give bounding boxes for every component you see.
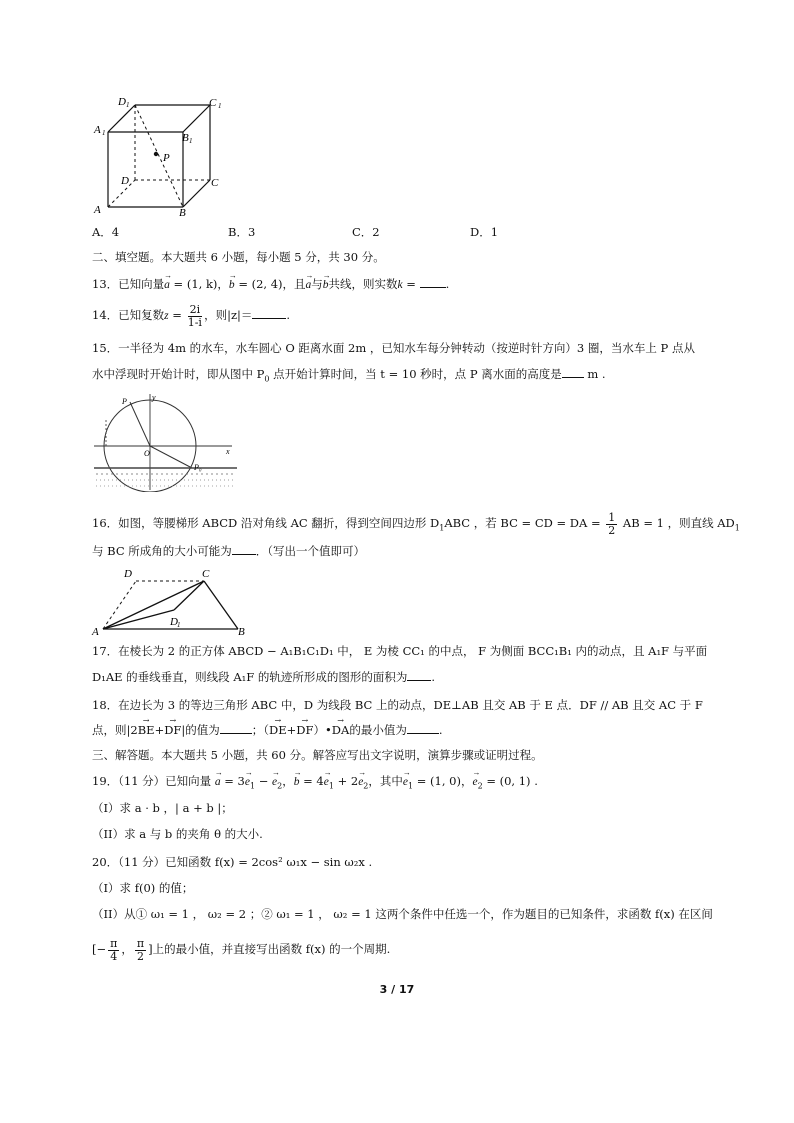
option-c: C．2	[352, 225, 380, 239]
label-a1: A	[94, 124, 101, 136]
svg-text:C: C	[202, 568, 210, 580]
question-19-part1: （I）求 a · b ，| a + b |；	[92, 801, 233, 815]
blank-13	[420, 276, 446, 288]
svg-text:P: P	[122, 397, 127, 406]
label-a: A	[94, 204, 101, 216]
svg-text:1: 1	[189, 137, 193, 145]
blank-17	[407, 669, 431, 681]
question-20-line1: 20．（11 分）已知函数 f(x) = 2cos² ω₁x − sin ω₂x .	[92, 855, 373, 869]
question-20-part1: （I）求 f(0) 的值；	[92, 881, 194, 895]
trapezoid-figure	[88, 565, 258, 637]
question-14: 14．已知复数z = $\frac{2i}{1-i}$ ，则|z|＝ .	[92, 302, 291, 329]
blank-18b	[407, 722, 439, 734]
waterwheel-figure	[92, 392, 242, 492]
question-20-part3: [− $\frac{\pi}{4}$ ， $\frac{\pi}{2}$ ]上的最小值，并直接写出函数 f(x) 的一个周期.	[92, 936, 391, 963]
svg-text:O: O	[144, 449, 150, 458]
question-17-line2: D₁AE 的垂线垂直，则线段 A₁F 的轨迹所形成的图形的面积为 .	[92, 670, 436, 684]
option-b: B．3	[228, 225, 256, 239]
svg-text:1: 1	[177, 621, 181, 629]
question-13: 13．已知向量→ a = (1, k)，→ b = (2, 4)，且→ a与→ b共线，则实数k = .	[92, 276, 449, 293]
label-b: B	[179, 207, 186, 219]
label-c: C	[211, 177, 219, 189]
question-19-line1: 19．（11 分）已知向量 → $a = 3\to e_1$ − → $e_2$，→ $b = 4\to e_1 + 2\to e_2$，其中→ $e_1 = (1$, 0)，→ $e_2 = (0$, 1) .	[92, 773, 538, 794]
svg-text:D: D	[170, 616, 178, 628]
svg-text:1: 1	[218, 102, 222, 110]
question-18-line1: 18．在边长为 3 的等边三角形 ABC 中，D 为线段 BC 上的动点，DE⊥AB 且交 AB 于 E 点．DF // AB 且交 AC 于 F	[92, 698, 703, 712]
blank-16	[232, 543, 256, 555]
label-c1: C	[209, 97, 217, 109]
section-fill-in-heading: 二、填空题。本大题共 6 小题，每小题 5 分，共 30 分。	[92, 250, 385, 264]
label-p: P	[163, 152, 170, 164]
question-15-line1: 15．一半径为 4m 的水车，水车圆心 O 距离水面 2m ，已知水车每分钟转动（按逆时针方向）3 圈，当水车上 P 点从	[92, 341, 695, 355]
svg-text:P₀: P₀	[194, 463, 202, 472]
cube-figure	[88, 92, 228, 222]
svg-text:1: 1	[126, 101, 130, 109]
svg-text:B: B	[238, 626, 245, 637]
question-15-line2: 水中浮现时开始计时，即从图中 $P_0$ 点开始计算时间，当 t = 10 秒时，点 P 离水面的高度是 m .	[92, 367, 606, 384]
question-18-line2: 点，则|2→ BE+→ DF|的值为 ；（→ DE+→ DF）•→ DA的最小值为 .	[92, 722, 442, 738]
svg-text:D: D	[124, 568, 132, 580]
blank-14	[252, 307, 286, 319]
label-d: D	[121, 175, 129, 187]
svg-text:y: y	[152, 393, 156, 402]
question-17-line1: 17．在棱长为 2 的正方体 ABCD − A₁B₁C₁D₁ 中， E 为棱 CC₁ 的中点， F 为侧面 BCC₁B₁ 内的动点，且 A₁F 与平面	[92, 644, 708, 658]
question-16-line2: 与 BC 所成角的大小可能为 ．（写出一个值即可）	[92, 544, 366, 558]
question-16-line1: 16．如图，等腰梯形 ABCD 沿对角线 AC 翻折，得到空间四边形 $D_1ABC$ ，若 BC = CD = DA = $\frac{1}{2}$ AB = 1 ，则直线 $AD_1$	[92, 510, 740, 537]
svg-text:1: 1	[102, 129, 106, 137]
option-d: D．1	[470, 225, 499, 239]
page-number: 3 / 17	[379, 983, 415, 996]
question-19-part2: （II）求 a 与 b 的夹角 θ 的大小.	[92, 827, 263, 841]
label-d1: D	[118, 96, 126, 108]
option-a: A．4	[92, 225, 120, 239]
svg-text:x: x	[226, 447, 230, 456]
blank-18a	[220, 722, 252, 734]
blank-15	[562, 366, 584, 378]
section-answer-heading: 三、解答题。本大题共 5 小题，共 60 分。解答应写出文字说明，演算步骤或证明过程。	[92, 748, 543, 762]
label-b1: B	[182, 132, 189, 144]
question-20-part2: （II）从① ω₁ = 1 ， ω₂ = 2 ；② ω₁ = 1 ， ω₂ = 1 这两个条件中任选一个，作为题目的已知条件，求函数 f(x) 在区间	[92, 907, 713, 921]
svg-text:A: A	[92, 626, 99, 637]
